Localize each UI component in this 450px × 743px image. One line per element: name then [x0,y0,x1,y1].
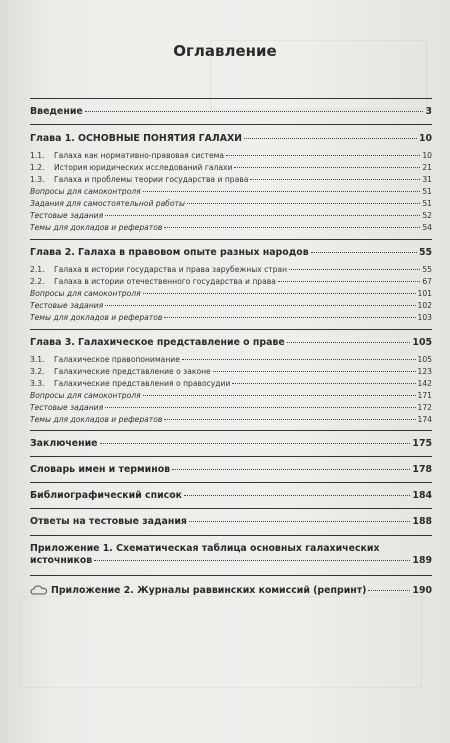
toc-label: Глава 3. Галахическое представление о праве [30,337,285,348]
toc-chapter-2[interactable] [30,247,432,258]
leader-dots [289,269,420,270]
toc-label: История юридических исследований галахи [54,163,233,172]
toc-label: Введение [30,106,83,117]
toc-label: Тестовые задания [30,301,104,310]
toc-page: 105 [417,355,432,364]
toc-label: Библиографический список [30,490,183,501]
toc-page: 178 [412,464,432,475]
toc-number: 3.2. [30,367,45,376]
leader-dots [105,305,415,306]
toc-label: Тестовые задания [30,211,104,220]
toc-extra[interactable] [30,199,432,208]
toc-page: 51 [422,199,432,208]
leader-dots [172,469,410,470]
leader-dots [164,227,420,228]
divider [30,430,432,431]
toc-extra[interactable] [30,211,432,220]
toc-item-2-2[interactable] [30,277,432,286]
leader-dots [250,179,420,180]
toc-page: 174 [417,415,432,424]
toc-page: 123 [417,367,432,376]
toc-page: 103 [417,313,432,322]
toc-item-1-1[interactable] [30,151,432,160]
leader-dots [85,111,424,112]
leader-dots [164,419,415,420]
toc-extra[interactable] [30,289,432,298]
toc-appendix-1[interactable] [30,543,432,567]
leader-dots [105,215,420,216]
leader-dots [278,281,420,282]
divider [30,124,432,125]
toc-number: 2.1. [30,265,45,274]
toc-label-line1: Приложение 1. Схематическая таблица основных галахических [30,543,380,554]
toc-item-1-3[interactable] [30,175,432,184]
leader-dots [244,138,417,139]
toc-chapter-1[interactable] [30,133,432,144]
toc-entry-intro[interactable] [30,106,432,117]
toc-page: 21 [422,163,432,172]
toc-page: 175 [412,438,432,449]
divider [30,508,432,509]
divider [30,456,432,457]
leader-dots [105,407,415,408]
leader-dots [287,342,411,343]
toc-label: Глава 2. Галаха в правовом опыте разных народов [30,247,309,258]
toc-label: Словарь имен и терминов [30,464,171,475]
toc-page: 3 [425,106,432,117]
toc-page: 190 [412,585,432,596]
toc-page: 105 [412,337,432,348]
toc-page: 142 [417,379,432,388]
toc-extra[interactable] [30,223,432,232]
toc-number: 3.3. [30,379,45,388]
toc-item-3-2[interactable] [30,367,432,376]
toc-label: Вопросы для самоконтроля [30,391,141,400]
toc-page: 10 [418,133,432,144]
toc-page: 184 [412,490,432,501]
leader-dots [143,293,416,294]
toc-page: 102 [417,301,432,310]
toc-label: Галаха и проблемы теории государства и права [54,175,249,184]
leader-dots [189,521,410,522]
toc-number: 1.2. [30,163,45,172]
leader-dots [187,203,420,204]
toc-number: 3.1. [30,355,45,364]
toc-label: Галаха в истории отечественного государства и права [54,277,276,286]
toc-page: 171 [417,391,432,400]
toc-label: Вопросы для самоконтроля [30,187,141,196]
toc-label: Глава 1. ОСНОВНЫЕ ПОНЯТИЯ ГАЛАХИ [30,133,243,144]
toc-item-2-1[interactable] [30,265,432,274]
toc-appendix-2[interactable] [30,582,432,596]
leader-dots [143,395,416,396]
toc-label: Темы для докладов и рефератов [30,223,163,232]
leader-dots [182,359,416,360]
toc-label: Темы для докладов и рефератов [30,313,163,322]
toc-label: Ответы на тестовые задания [30,516,187,527]
toc-extra[interactable] [30,391,432,400]
toc-chapter-3[interactable] [30,337,432,348]
toc-page: 52 [422,211,432,220]
toc-page: 189 [412,555,432,566]
toc-item-1-2[interactable] [30,163,432,172]
leader-dots [226,155,420,156]
leader-dots [100,443,411,444]
show-through-table-bottom [20,596,422,688]
toc-label: Темы для докладов и рефератов [30,415,163,424]
toc-label: Галаха в истории государства и права зарубежных стран [54,265,288,274]
toc-entry-answers[interactable] [30,516,432,527]
toc-extra[interactable] [30,301,432,310]
toc-number: 2.2. [30,277,45,286]
toc-entry-conclusion[interactable] [30,438,432,449]
leader-dots [232,383,415,384]
toc-label: Галаха как нормативно-правовая система [54,151,225,160]
leader-dots [213,371,416,372]
leader-dots [164,317,415,318]
toc-page: 31 [422,175,432,184]
toc-label: Галахическое правопонимание [54,355,180,364]
page-title: Оглавление [173,42,277,60]
divider [30,575,432,576]
leader-dots [311,252,417,253]
leader-dots [234,167,420,168]
leader-dots [368,590,410,591]
toc-entry-bibliography[interactable] [30,490,432,501]
toc-entry-glossary[interactable] [30,464,432,475]
toc-extra[interactable] [30,403,432,412]
toc-label: Приложение 2. Журналы раввинских комиссий (репринт) [51,585,367,596]
toc-label: Галахические представления о правосудии [54,379,231,388]
toc-item-3-1[interactable] [30,355,432,364]
toc-label: Вопросы для самоконтроля [30,289,141,298]
toc-number: 1.3. [30,175,45,184]
toc-page: 67 [422,277,432,286]
toc-page: 54 [422,223,432,232]
leader-dots [94,560,410,561]
leader-dots [143,191,421,192]
toc-label: Заключение [30,438,98,449]
toc-number: 1.1. [30,151,45,160]
divider [30,482,432,483]
toc-extra[interactable] [30,313,432,322]
toc-label: Галахические представление о законе [54,367,211,376]
divider [30,329,432,330]
toc-page: 51 [422,187,432,196]
cloud-icon [30,584,48,598]
toc-page: 188 [412,516,432,527]
toc-label: Тестовые задания [30,403,104,412]
toc-page: 55 [418,247,432,258]
toc-label: Задания для самостоятельной работы [30,199,186,208]
toc-page: 172 [417,403,432,412]
divider [30,535,432,536]
leader-dots [184,495,410,496]
toc-extra[interactable] [30,415,432,424]
toc-item-3-3[interactable] [30,379,432,388]
divider [30,239,432,240]
toc-page: 101 [417,289,432,298]
toc-page: 10 [422,151,432,160]
toc-extra[interactable] [30,187,432,196]
divider [30,98,432,99]
toc-page: 55 [422,265,432,274]
toc-label-line2: источников [30,555,93,566]
